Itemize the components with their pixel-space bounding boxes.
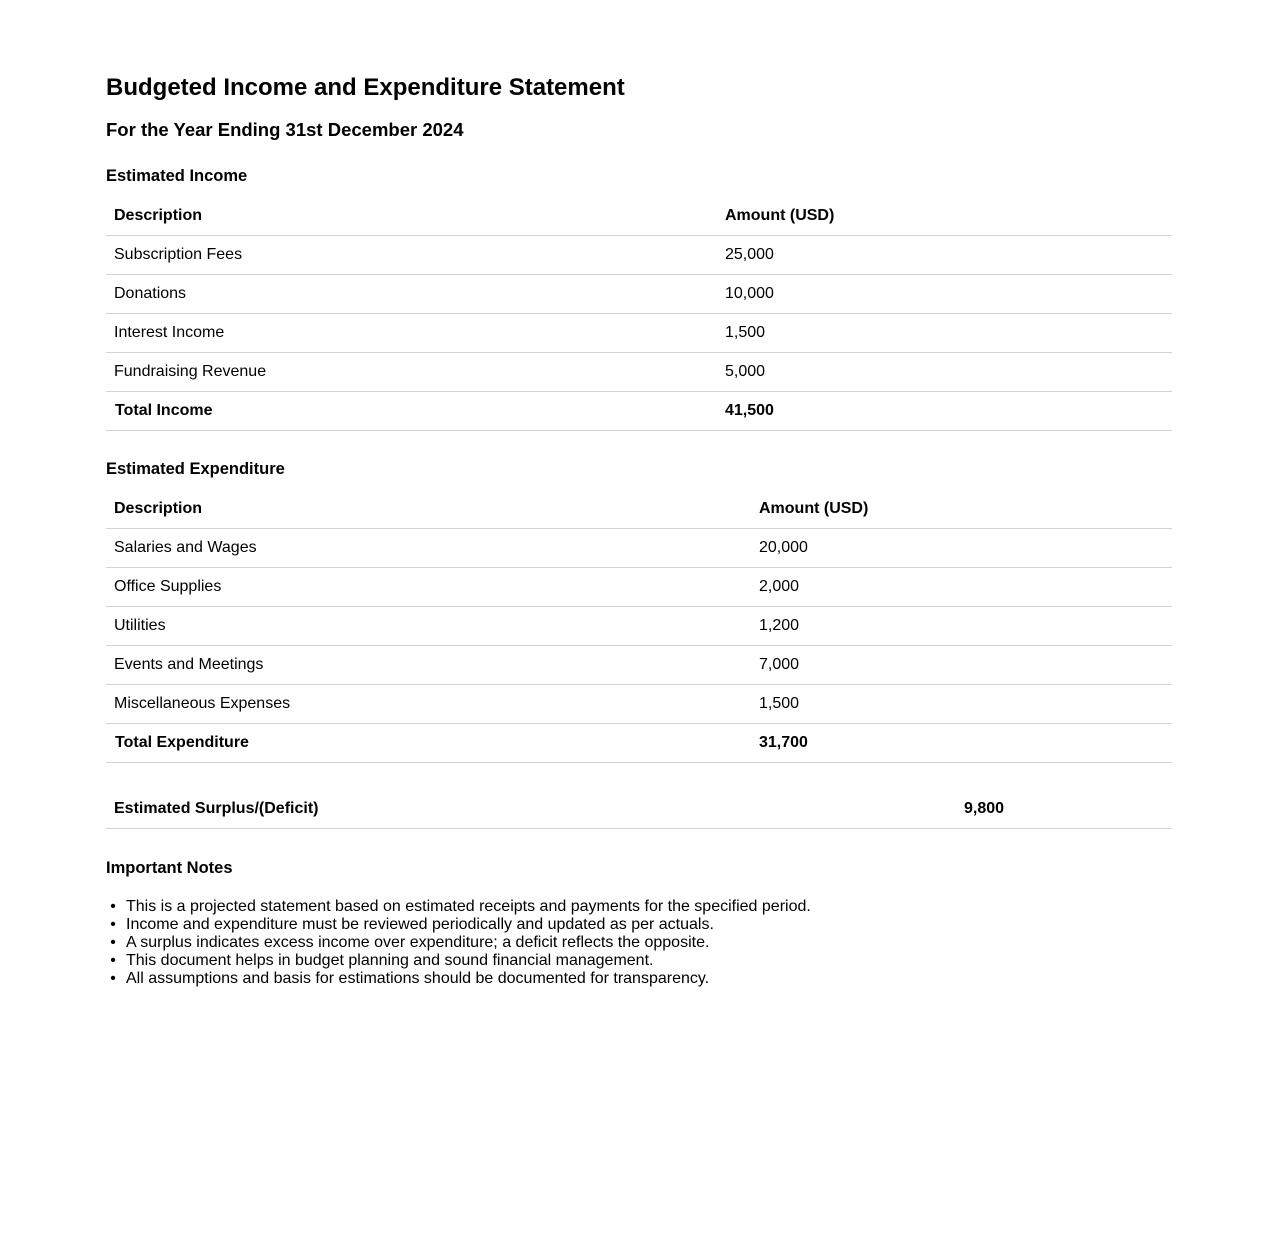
notes-heading: Important Notes (106, 859, 233, 877)
table-row (106, 314, 1172, 353)
row-description: Salaries and Wages (106, 529, 751, 568)
table-header-row (106, 490, 1172, 529)
row-amount: 5,000 (717, 353, 1172, 392)
bullet-icon: • (110, 970, 116, 987)
list-item: • A surplus indicates excess income over expenditure; a deficit reflects the opposite. (126, 934, 811, 952)
table-row (106, 529, 1172, 568)
row-amount: 1,500 (717, 314, 1172, 353)
surplus-label: Estimated Surplus/(Deficit) (106, 790, 956, 829)
income-heading: Estimated Income (106, 167, 248, 185)
bullet-icon: • (110, 934, 116, 951)
surplus-row (106, 790, 1172, 829)
total-expenditure-label: Total Expenditure (106, 724, 751, 763)
row-description: Miscellaneous Expenses (106, 685, 751, 724)
bullet-icon: • (110, 916, 116, 933)
table-row (106, 353, 1172, 392)
row-amount: 1,200 (751, 607, 1172, 646)
total-income-amount: 41,500 (717, 392, 1172, 431)
row-description: Fundraising Revenue (106, 353, 717, 392)
notes-list (106, 898, 811, 988)
total-income-label: Total Income (106, 392, 717, 431)
page-subtitle: For the Year Ending 31st December 2024 (106, 119, 464, 140)
page-title: Budgeted Income and Expenditure Statement (106, 74, 625, 101)
row-description: Subscription Fees (106, 236, 717, 275)
total-income-row (106, 392, 1172, 431)
expenditure-heading: Estimated Expenditure (106, 460, 285, 478)
table-row (106, 568, 1172, 607)
column-header-amount: Amount (USD) (751, 490, 1172, 529)
row-amount: 1,500 (751, 685, 1172, 724)
row-description: Donations (106, 275, 717, 314)
row-description: Utilities (106, 607, 751, 646)
income-table (106, 197, 1172, 431)
row-amount: 20,000 (751, 529, 1172, 568)
table-row (106, 236, 1172, 275)
list-item: • This document helps in budget planning and sound financial management. (126, 952, 811, 970)
row-amount: 7,000 (751, 646, 1172, 685)
column-header-description: Description (106, 197, 717, 236)
list-item: • This is a projected statement based on estimated receipts and payments for the specified period. (126, 898, 811, 916)
table-row (106, 607, 1172, 646)
bullet-icon: • (110, 952, 116, 969)
table-row (106, 646, 1172, 685)
bullet-icon: • (110, 898, 116, 915)
row-description: Office Supplies (106, 568, 751, 607)
list-item: • Income and expenditure must be reviewed periodically and updated as per actuals. (126, 916, 811, 934)
row-description: Events and Meetings (106, 646, 751, 685)
table-row (106, 685, 1172, 724)
row-amount: 2,000 (751, 568, 1172, 607)
surplus-table (106, 790, 1172, 829)
list-item: • All assumptions and basis for estimations should be documented for transparency. (126, 970, 811, 988)
expenditure-table (106, 490, 1172, 763)
row-description: Interest Income (106, 314, 717, 353)
row-amount: 25,000 (717, 236, 1172, 275)
row-amount: 10,000 (717, 275, 1172, 314)
table-row (106, 275, 1172, 314)
table-header-row (106, 197, 1172, 236)
total-expenditure-amount: 31,700 (751, 724, 1172, 763)
total-expenditure-row (106, 724, 1172, 763)
surplus-amount: 9,800 (956, 790, 1172, 829)
column-header-description: Description (106, 490, 751, 529)
column-header-amount: Amount (USD) (717, 197, 1172, 236)
